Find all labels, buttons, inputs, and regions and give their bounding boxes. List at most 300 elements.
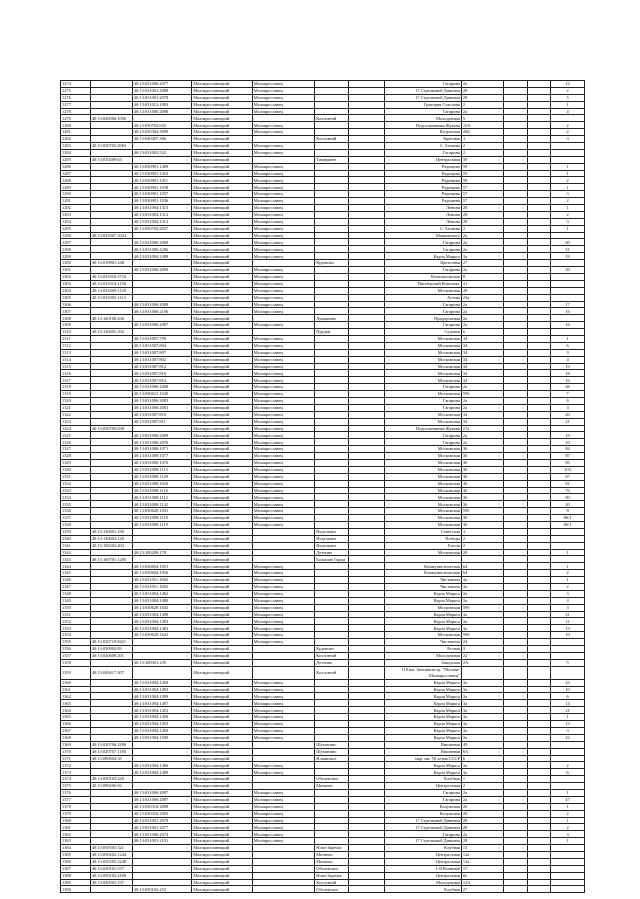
- extra-cell: [349, 349, 385, 356]
- extra-cell: [349, 94, 385, 101]
- district-cell: Малоярославецкий: [192, 205, 253, 212]
- row-number-cell: 1331: [61, 473, 91, 480]
- village-cell: [315, 439, 349, 446]
- village-cell: [315, 218, 349, 225]
- house-cell: 36: [461, 522, 503, 529]
- city-cell: Малоярославец: [252, 294, 315, 301]
- district-cell: Малоярославецкий: [192, 584, 253, 591]
- house-cell: 34: [461, 349, 503, 356]
- village-cell: [315, 508, 349, 515]
- district-cell: Малоярославецкий: [192, 377, 253, 384]
- district-cell: Малоярославецкий: [192, 769, 253, 776]
- district-cell: Малоярославецкий: [192, 329, 253, 336]
- village-cell: [315, 287, 349, 294]
- extra-cell: [349, 425, 385, 432]
- extra-cell: [349, 508, 385, 515]
- house-cell: [461, 666, 503, 679]
- letter-cell: [527, 239, 551, 246]
- room-cadastral-cell: 40:13:031007:804: [132, 342, 191, 349]
- village-cell: Коллонтай: [315, 652, 349, 659]
- row-number-cell: 1336: [61, 508, 91, 515]
- street-cell: Московская: [384, 632, 461, 639]
- extra-cell: [349, 783, 385, 790]
- building-cell: [503, 618, 527, 625]
- building-cell: [503, 577, 527, 584]
- building-cell: [503, 432, 527, 439]
- house-cell: 59б: [461, 391, 503, 398]
- city-cell: Малоярославец: [252, 686, 315, 693]
- district-cell: Малоярославецкий: [192, 356, 253, 363]
- extra-cell: [349, 480, 385, 487]
- building-cadastral-cell: [90, 632, 132, 639]
- house-cell: 3а: [461, 253, 503, 260]
- extra-cell: [349, 632, 385, 639]
- row-number-cell: 1387: [61, 865, 91, 872]
- extra-cell: [349, 625, 385, 632]
- extra-cell: [349, 122, 385, 129]
- house-cell: 27: [461, 260, 503, 267]
- house-cell: 28: [461, 218, 503, 225]
- extra-cell: [349, 494, 385, 501]
- street-cell: Гагарина: [384, 831, 461, 838]
- flat-cell: [551, 280, 585, 287]
- building-cell: [503, 446, 527, 453]
- table-row: [61, 115, 585, 122]
- house-cell: 3а: [461, 714, 503, 721]
- letter-cell: [527, 198, 551, 205]
- house-cell: 12а: [461, 851, 503, 858]
- building-cadastral-cell: [90, 459, 132, 466]
- district-cell: Малоярославецкий: [192, 315, 253, 322]
- street-cell: Московская: [384, 335, 461, 342]
- building-cell: [503, 122, 527, 129]
- city-cell: Малоярославец: [252, 824, 315, 831]
- village-cell: [315, 149, 349, 156]
- flat-cell: [551, 294, 585, 301]
- row-number-cell: 1278: [61, 108, 91, 115]
- street-cell: Гагарина: [384, 439, 461, 446]
- letter-cell: [527, 87, 551, 94]
- building-cadastral-cell: [90, 122, 132, 129]
- city-cell: Малоярославец: [252, 377, 315, 384]
- house-cell: 28: [461, 205, 503, 212]
- city-cell: Малоярославец: [252, 397, 315, 404]
- village-cell: Митяево: [315, 783, 349, 790]
- city-cell: [252, 535, 315, 542]
- building-cell: [503, 597, 527, 604]
- row-number-cell: 1364: [61, 707, 91, 714]
- extra-cell: [349, 129, 385, 136]
- building-cadastral-cell: 40:13:080604:35: [90, 755, 132, 762]
- table-row: [61, 87, 585, 94]
- village-cell: [315, 584, 349, 591]
- flat-cell: 20: [551, 411, 585, 418]
- room-cadastral-cell: 40:13:031006:2074: [132, 831, 191, 838]
- extra-cell: [349, 81, 385, 88]
- flat-cell: 6: [551, 769, 585, 776]
- letter-cell: [527, 129, 551, 136]
- street-cell: 17 Стрелковой Дивизии: [384, 817, 461, 824]
- extra-cell: [349, 769, 385, 776]
- district-cell: Малоярославецкий: [192, 453, 253, 460]
- table-row: [61, 129, 585, 136]
- table-row: [61, 721, 585, 728]
- flat-cell: 1: [551, 101, 585, 108]
- letter-cell: [527, 411, 551, 418]
- building-cell: [503, 115, 527, 122]
- extra-cell: [349, 163, 385, 170]
- street-cell: Карла Маркса: [384, 679, 461, 686]
- flat-cell: 19: [551, 432, 585, 439]
- flat-cell: [551, 535, 585, 542]
- room-cadastral-cell: 40:13:031004:1480: [132, 597, 191, 604]
- street-cell: Московская: [384, 508, 461, 515]
- house-cell: 2: [461, 101, 503, 108]
- street-cell: Подполковника Жукова: [384, 425, 461, 432]
- table-row: [61, 329, 585, 336]
- room-cadastral-cell: 40:13:031007:814: [132, 377, 191, 384]
- building-cell: [503, 831, 527, 838]
- letter-cell: [527, 391, 551, 398]
- row-number-cell: 1386: [61, 858, 91, 865]
- house-cell: 36: [461, 466, 503, 473]
- village-cell: [315, 734, 349, 741]
- table-row: [61, 177, 585, 184]
- row-number-cell: 1303: [61, 280, 91, 287]
- building-cell: [503, 335, 527, 342]
- room-cadastral-cell: [132, 425, 191, 432]
- district-cell: Малоярославецкий: [192, 783, 253, 790]
- street-cell: Советская: [384, 528, 461, 535]
- house-cell: 59б: [461, 632, 503, 639]
- building-cadastral-cell: 40:13:050202:1244: [90, 851, 132, 858]
- row-number-cell: 1282: [61, 136, 91, 143]
- flat-cell: 1: [551, 170, 585, 177]
- flat-cell: 84: [551, 446, 585, 453]
- row-number-cell: 1375: [61, 783, 91, 790]
- flat-cell: 85: [551, 459, 585, 466]
- house-cell: 2а: [461, 439, 503, 446]
- house-cell: 8: [461, 273, 503, 280]
- city-cell: [252, 528, 315, 535]
- city-cell: Малоярославец: [252, 459, 315, 466]
- street-cell: Центральная: [384, 156, 461, 163]
- building-cadastral-cell: 40:13:050102:2169: [90, 872, 132, 879]
- building-cadastral-cell: [90, 515, 132, 522]
- building-cell: [503, 824, 527, 831]
- building-cadastral-cell: [90, 707, 132, 714]
- village-cell: Ново-Заречье: [315, 845, 349, 852]
- village-cell: [315, 686, 349, 693]
- street-cell: Радищева: [384, 191, 461, 198]
- street-cell: Карла Маркса: [384, 611, 461, 618]
- flat-cell: 5: [551, 659, 585, 666]
- extra-cell: [349, 473, 385, 480]
- flat-cell: 2: [551, 810, 585, 817]
- row-number-cell: 1274: [61, 81, 91, 88]
- city-cell: [252, 549, 315, 556]
- street-cell: Радищева: [384, 163, 461, 170]
- city-cell: [252, 542, 315, 549]
- building-cell: [503, 686, 527, 693]
- street-cell: Московская: [384, 549, 461, 556]
- table-row: [61, 652, 585, 659]
- room-cadastral-cell: 40:13:040407:306: [132, 136, 191, 143]
- district-cell: Малоярославецкий: [192, 577, 253, 584]
- table-row: [61, 803, 585, 810]
- table-row: [61, 879, 585, 886]
- district-cell: Малоярославецкий: [192, 549, 253, 556]
- building-cell: [503, 273, 527, 280]
- district-cell: Малоярославецкий: [192, 810, 253, 817]
- letter-cell: [527, 845, 551, 852]
- letter-cell: [527, 432, 551, 439]
- building-cell: [503, 329, 527, 336]
- district-cell: Малоярославецкий: [192, 639, 253, 646]
- row-number-cell: 1306: [61, 301, 91, 308]
- building-cadastral-cell: [90, 191, 132, 198]
- building-cadastral-cell: [90, 721, 132, 728]
- village-cell: [315, 639, 349, 646]
- village-cell: Ильинское: [315, 755, 349, 762]
- row-number-cell: 1349: [61, 597, 91, 604]
- flat-cell: 2: [551, 177, 585, 184]
- flat-cell: 9: [551, 349, 585, 356]
- table-row: [61, 184, 585, 191]
- room-cadastral-cell: 40:13:031007:811: [132, 418, 191, 425]
- house-cell: 24: [461, 639, 503, 646]
- extra-cell: [349, 287, 385, 294]
- room-cadastral-cell: [132, 115, 191, 122]
- flat-cell: 4: [551, 108, 585, 115]
- building-cell: [503, 741, 527, 748]
- building-cadastral-cell: [90, 796, 132, 803]
- building-cell: [503, 817, 527, 824]
- row-number-cell: 1389: [61, 879, 91, 886]
- building-cadastral-cell: [90, 246, 132, 253]
- district-cell: Малоярославецкий: [192, 851, 253, 858]
- register-table: [60, 80, 585, 893]
- table-row: [61, 762, 585, 769]
- district-cell: Малоярославецкий: [192, 721, 253, 728]
- room-cadastral-cell: 40:13:030316:2095: [132, 810, 191, 817]
- extra-cell: [349, 391, 385, 398]
- table-row: [61, 81, 585, 88]
- letter-cell: [527, 377, 551, 384]
- village-cell: [315, 494, 349, 501]
- flat-cell: 6: [551, 693, 585, 700]
- street-cell: Гагарина: [384, 432, 461, 439]
- letter-cell: [527, 466, 551, 473]
- row-number-cell: 1286: [61, 163, 91, 170]
- district-cell: Малоярославецкий: [192, 411, 253, 418]
- district-cell: Малоярославецкий: [192, 439, 253, 446]
- district-cell: Малоярославецкий: [192, 404, 253, 411]
- table-row: [61, 604, 585, 611]
- house-cell: 3а: [461, 679, 503, 686]
- row-number-cell: 1328: [61, 453, 91, 460]
- building-cell: [503, 762, 527, 769]
- street-cell: Калужская: [384, 810, 461, 817]
- building-cell: [503, 211, 527, 218]
- city-cell: Малоярославец: [252, 577, 315, 584]
- house-cell: 57: [461, 184, 503, 191]
- room-cadastral-cell: 40:13:030620:1645: [132, 604, 191, 611]
- building-cell: [503, 287, 527, 294]
- house-cell: 2а: [461, 232, 503, 239]
- district-cell: Малоярославецкий: [192, 156, 253, 163]
- street-cell: Карла Маркса: [384, 707, 461, 714]
- row-number-cell: 1346: [61, 577, 91, 584]
- house-cell: 2: [461, 535, 503, 542]
- letter-cell: [527, 205, 551, 212]
- letter-cell: [527, 473, 551, 480]
- city-cell: Малоярославец: [252, 287, 315, 294]
- extra-cell: [349, 556, 385, 563]
- flat-cell: 2: [551, 584, 585, 591]
- street-cell: Молодежная: [384, 652, 461, 659]
- row-number-cell: 1322: [61, 411, 91, 418]
- table-row: [61, 727, 585, 734]
- building-cadastral-cell: 40:13:040505:197: [90, 879, 132, 886]
- house-cell: 20: [461, 549, 503, 556]
- room-cadastral-cell: [132, 755, 191, 762]
- room-cadastral-cell: [132, 232, 191, 239]
- building-cadastral-cell: [90, 590, 132, 597]
- room-cadastral-cell: 40:13:031007:799: [132, 335, 191, 342]
- building-cell: [503, 776, 527, 783]
- street-cell: Подполковника Жукова: [384, 122, 461, 129]
- house-cell: 2а: [461, 239, 503, 246]
- village-cell: [315, 570, 349, 577]
- flat-cell: 8: [551, 508, 585, 515]
- village-cell: [315, 108, 349, 115]
- village-cell: [315, 618, 349, 625]
- letter-cell: [527, 611, 551, 618]
- house-cell: 2: [461, 783, 503, 790]
- flat-cell: 90: [551, 494, 585, 501]
- house-cell: 49: [461, 741, 503, 748]
- city-cell: [252, 260, 315, 267]
- street-cell: Карла Маркса: [384, 762, 461, 769]
- village-cell: [315, 225, 349, 232]
- row-number-cell: 1367: [61, 727, 91, 734]
- house-cell: 36: [461, 480, 503, 487]
- extra-cell: [349, 301, 385, 308]
- village-cell: [315, 322, 349, 329]
- row-number-cell: 1369: [61, 741, 91, 748]
- village-cell: [315, 177, 349, 184]
- flat-cell: [551, 542, 585, 549]
- building-cadastral-cell: [90, 789, 132, 796]
- extra-cell: [349, 604, 385, 611]
- street-cell: Придорожная: [384, 315, 461, 322]
- district-cell: Малоярославецкий: [192, 762, 253, 769]
- flat-cell: [551, 755, 585, 762]
- letter-cell: [527, 838, 551, 845]
- building-cell: [503, 783, 527, 790]
- building-cell: [503, 384, 527, 391]
- extra-cell: [349, 459, 385, 466]
- building-cadastral-cell: [90, 225, 132, 232]
- house-cell: 2а: [461, 397, 503, 404]
- row-number-cell: 1285: [61, 156, 91, 163]
- row-number-cell: 1292: [61, 205, 91, 212]
- building-cell: [503, 714, 527, 721]
- row-number-cell: 1366: [61, 721, 91, 728]
- street-cell: Московская: [384, 363, 461, 370]
- street-cell: Комсомольская: [384, 273, 461, 280]
- flat-cell: [551, 776, 585, 783]
- building-cell: [503, 218, 527, 225]
- letter-cell: [527, 308, 551, 315]
- house-cell: 2а: [461, 301, 503, 308]
- table-row: [61, 349, 585, 356]
- extra-cell: [349, 191, 385, 198]
- letter-cell: [527, 851, 551, 858]
- street-cell: [384, 556, 461, 563]
- district-cell: Малоярославецкий: [192, 108, 253, 115]
- table-row: [61, 322, 585, 329]
- building-cadastral-cell: [90, 577, 132, 584]
- extra-cell: [349, 267, 385, 274]
- room-cadastral-cell: 40:13:031004:1456: [132, 714, 191, 721]
- district-cell: Малоярославецкий: [192, 522, 253, 529]
- street-cell: Московская: [384, 494, 461, 501]
- building-cell: [503, 356, 527, 363]
- building-cell: [503, 707, 527, 714]
- city-cell: Малоярославец: [252, 625, 315, 632]
- district-cell: Малоярославецкий: [192, 143, 253, 150]
- building-cell: [503, 87, 527, 94]
- village-cell: Куденово: [315, 646, 349, 653]
- building-cell: [503, 129, 527, 136]
- extra-cell: [349, 700, 385, 707]
- building-cadastral-cell: [90, 81, 132, 88]
- building-cell: [503, 625, 527, 632]
- village-cell: [315, 377, 349, 384]
- district-cell: Малоярославецкий: [192, 831, 253, 838]
- table-row: [61, 294, 585, 301]
- extra-cell: [349, 838, 385, 845]
- building-cell: [503, 487, 527, 494]
- city-cell: Малоярославец: [252, 727, 315, 734]
- district-cell: Малоярославецкий: [192, 646, 253, 653]
- letter-cell: [527, 879, 551, 886]
- table-row: [61, 446, 585, 453]
- table-row: [61, 466, 585, 473]
- letter-cell: [527, 136, 551, 143]
- house-cell: 59: [461, 177, 503, 184]
- house-cell: 6: [461, 755, 503, 762]
- row-number-cell: 1385: [61, 851, 91, 858]
- row-number-cell: 1324: [61, 425, 91, 432]
- city-cell: [252, 886, 315, 893]
- building-cadastral-cell: [90, 466, 132, 473]
- row-number-cell: 1314: [61, 356, 91, 363]
- row-number-cell: 1345: [61, 570, 91, 577]
- letter-cell: [527, 418, 551, 425]
- room-cadastral-cell: 40:13:031007:816: [132, 370, 191, 377]
- flat-cell: [551, 425, 585, 432]
- city-cell: Малоярославец: [252, 177, 315, 184]
- table-row: [61, 287, 585, 294]
- letter-cell: [527, 508, 551, 515]
- room-cadastral-cell: 40:13:031006:2083: [132, 397, 191, 404]
- street-cell: Гагарина: [384, 246, 461, 253]
- room-cadastral-cell: 40:13:030316:2098: [132, 803, 191, 810]
- row-number-cell: 1315: [61, 363, 91, 370]
